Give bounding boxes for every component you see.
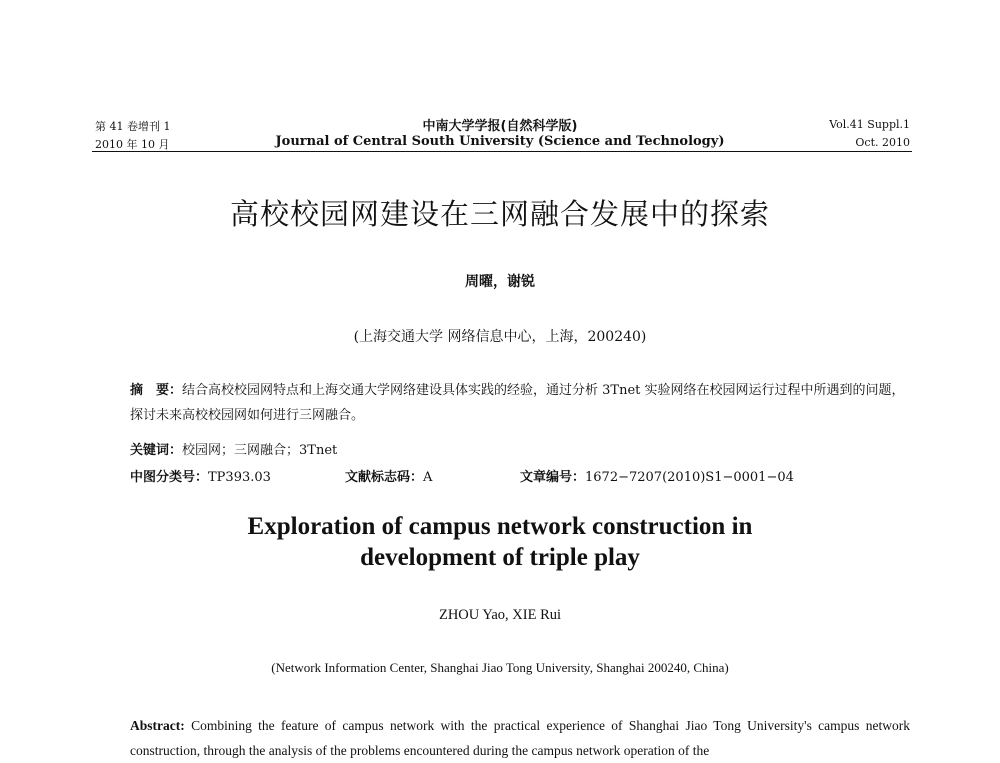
abstract-cn [130,378,910,428]
article-no-label: 文章编号： [520,470,586,485]
header-volume-issue: 第 41 卷增刊 1 [95,120,171,133]
article-number [520,466,794,485]
header-date-cn: 2010 年 10 月 [95,138,170,151]
doc-code-value: A [423,470,433,485]
keywords-label-cn: 关键词： [130,443,183,458]
header-date-en: Oct. 2010 [855,136,910,149]
doc-code-label: 文献标志码： [345,470,424,485]
article-no-value: 1672−7207(2010)S1−0001−04 [585,470,794,485]
abstract-text-en: Combining the feature of campus network with the practical experience of Shanghai Jiao Tong University's campus network construction, through the analysis of the problems encountered during the campus network operation of the [130,718,910,758]
abstract-text-cn: 结合高校校园网特点和上海交通大学网络建设具体实践的经验，通过分析 3Tnet 实验网络在校园网运行过程中所遇到的问题，探讨未来高校校园网如何进行三网融合。 [130,383,905,423]
title-en-line1: Exploration of campus network construction in [247,513,753,540]
header-volume-en: Vol.41 Suppl.1 [829,118,910,131]
keywords-cn [130,439,337,458]
document-code [345,466,432,485]
affiliation-en: (Network Information Center, Shanghai Jiao Tong University, Shanghai 200240, China) [271,660,729,675]
abstract-en [130,713,910,763]
title-en-line2: development of triple play [360,544,640,571]
keywords-text-cn: 校园网；三网融合；3Tnet [182,443,338,458]
journal-name-en: Journal of Central South University (Science and Technology) [275,134,725,149]
authors-en: ZHOU Yao, XIE Rui [438,607,562,623]
authors-cn: 周曜，谢锐 [465,274,535,290]
clc-label: 中图分类号： [130,470,209,485]
clc-value: TP393.03 [208,470,271,485]
journal-name-cn: 中南大学学报(自然科学版) [422,119,578,134]
header-rule [92,151,912,152]
paper-title-cn: 高校校园网建设在三网融合发展中的探索 [229,197,770,231]
clc-number [130,466,271,485]
paper-title-en [0,511,1000,573]
abstract-label-en: Abstract: [130,718,185,733]
affiliation-cn: (上海交通大学 网络信息中心，上海，200240) [353,329,647,345]
abstract-label-cn: 摘 要： [130,383,183,398]
